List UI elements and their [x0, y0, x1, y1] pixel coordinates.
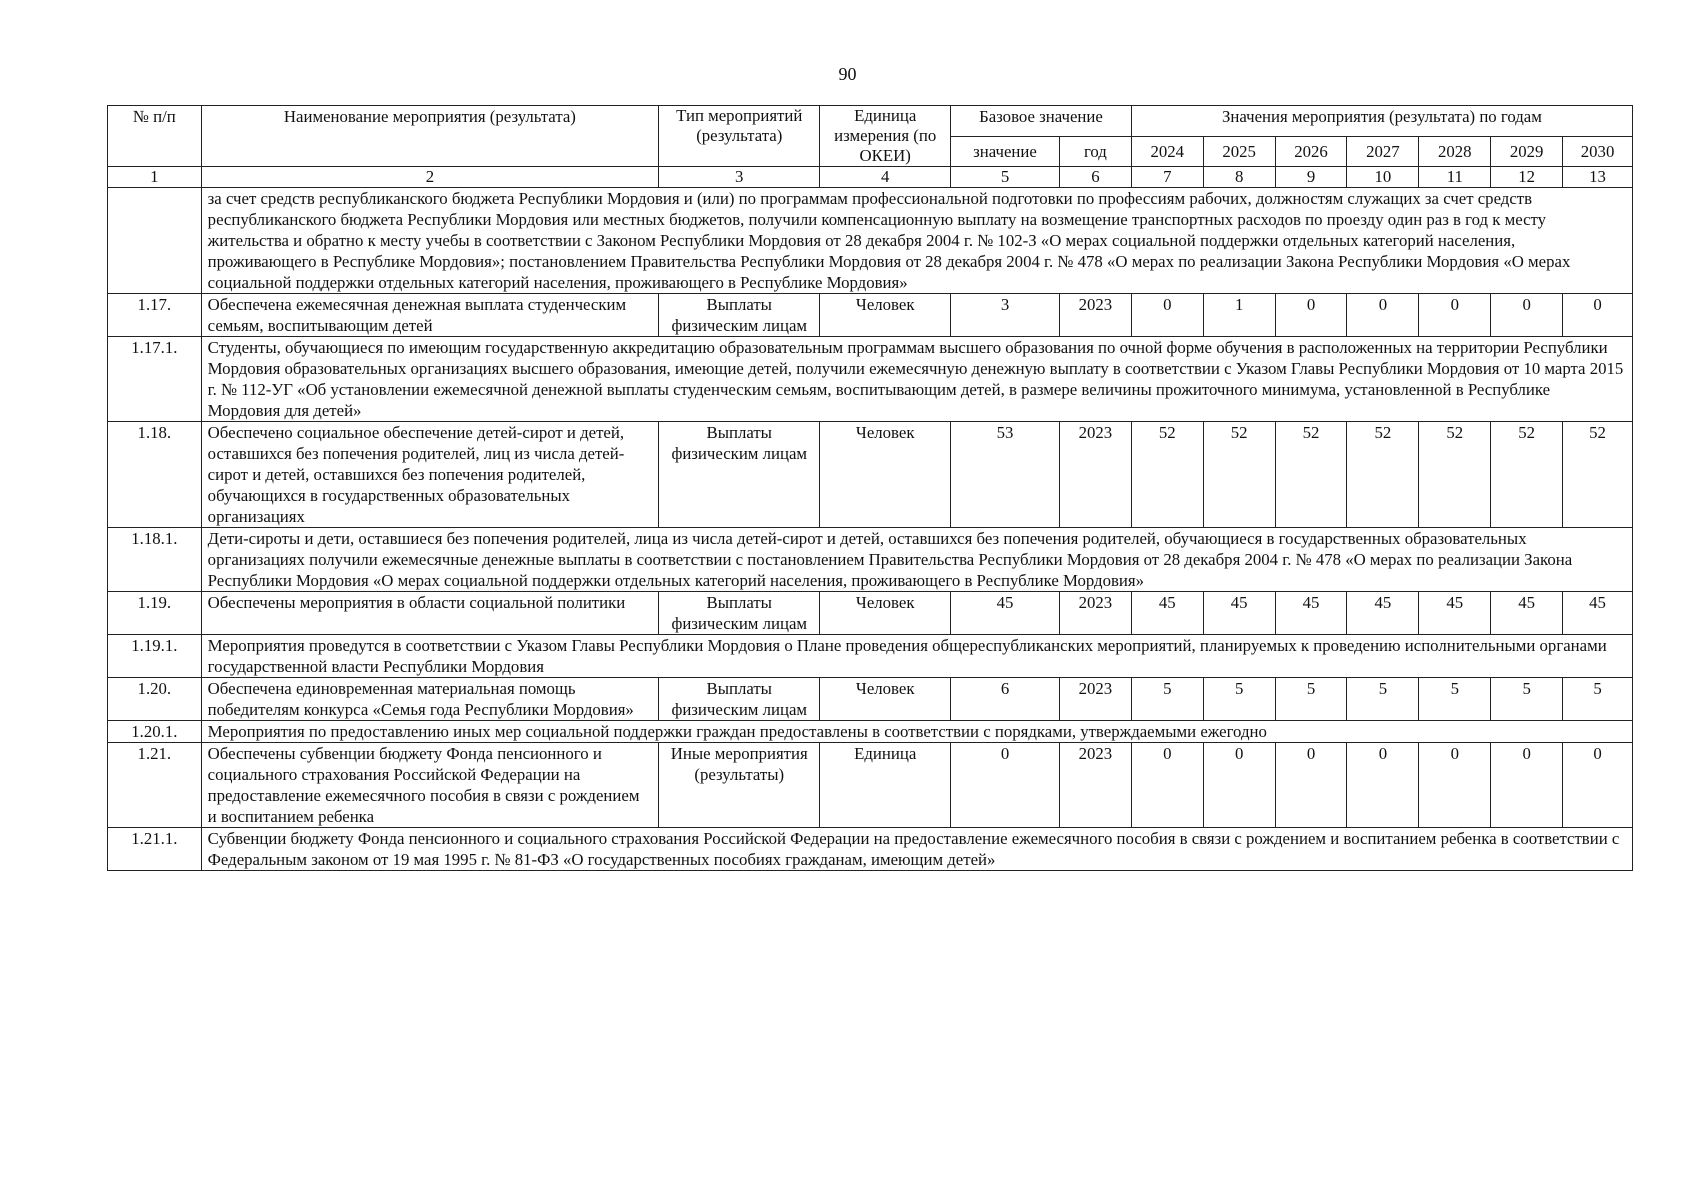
column-number: 1 — [108, 167, 202, 188]
column-number: 11 — [1419, 167, 1491, 188]
row-year-value: 52 — [1347, 422, 1419, 528]
row-year-value: 0 — [1419, 294, 1491, 337]
row-base-year: 2023 — [1059, 422, 1131, 528]
row-year-value: 0 — [1563, 294, 1633, 337]
row-year-value: 0 — [1563, 743, 1633, 828]
row-number: 1.17. — [108, 294, 202, 337]
column-number: 8 — [1203, 167, 1275, 188]
header-year: 2026 — [1275, 136, 1347, 167]
row-year-value: 45 — [1131, 592, 1203, 635]
row-year-value: 5 — [1203, 678, 1275, 721]
description-row — [108, 828, 1633, 871]
description-row — [108, 337, 1633, 422]
row-unit: Человек — [820, 294, 951, 337]
row-year-value: 5 — [1563, 678, 1633, 721]
activities-table — [107, 105, 1633, 871]
header-year: 2025 — [1203, 136, 1275, 167]
header-year: 2024 — [1131, 136, 1203, 167]
row-number: 1.20.1. — [108, 721, 202, 743]
row-unit: Единица — [820, 743, 951, 828]
row-unit: Человек — [820, 422, 951, 528]
row-type: Выплаты физическим лицам — [659, 422, 820, 528]
table-row — [108, 592, 1633, 635]
row-year-value: 52 — [1491, 422, 1563, 528]
row-year-value: 1 — [1203, 294, 1275, 337]
row-description: Мероприятия по предоставлению иных мер социальной поддержки граждан предоставлены в соответствии с порядками, утверждаемыми ежегодно — [201, 721, 1632, 743]
header-type: Тип мероприятий (результата) — [659, 106, 820, 167]
row-year-value: 45 — [1491, 592, 1563, 635]
row-year-value: 5 — [1419, 678, 1491, 721]
column-number: 10 — [1347, 167, 1419, 188]
table-row — [108, 743, 1633, 828]
header-base-year: год — [1059, 136, 1131, 167]
column-number: 5 — [951, 167, 1060, 188]
table-row — [108, 422, 1633, 528]
row-year-value: 0 — [1491, 743, 1563, 828]
column-number: 2 — [201, 167, 658, 188]
description-row — [108, 528, 1633, 592]
row-name: Обеспечена единовременная материальная помощь победителям конкурса «Семья года Республики Мордовия» — [201, 678, 658, 721]
column-number: 4 — [820, 167, 951, 188]
row-number: 1.19. — [108, 592, 202, 635]
row-description: Дети-сироты и дети, оставшиеся без попечения родителей, лица из числа детей-сирот и детей, оставшихся без попечения родителей, обучающиеся в государственных образовательных организациях получили ежемесячные денежные выплаты в соответствии с постановлением Правительства Республики Мордовия от 28 декабря 2004 г. № 478 «О мерах по реализации Закона Республики Мордовия «О мерах социальной поддержки отдельных категорий населения, проживающего в Республике Мордовия» — [201, 528, 1632, 592]
row-year-value: 5 — [1275, 678, 1347, 721]
row-year-value: 0 — [1131, 743, 1203, 828]
row-name: Обеспечены мероприятия в области социальной политики — [201, 592, 658, 635]
row-name: Обеспечено социальное обеспечение детей-сирот и детей, оставшихся без попечения родителей, лиц из числа детей-сирот и детей, оставшихся без попечения родителей, обучающихся в государственных образовательных организациях — [201, 422, 658, 528]
row-name: Обеспечены субвенции бюджету Фонда пенсионного и социального страхования Российской Федерации на предоставление ежемесячного пособия в связи с рождением и воспитанием ребенка — [201, 743, 658, 828]
row-type: Выплаты физическим лицам — [659, 592, 820, 635]
row-year-value: 52 — [1131, 422, 1203, 528]
page-number: 90 — [838, 64, 857, 84]
row-number — [108, 188, 202, 294]
row-year-value: 45 — [1563, 592, 1633, 635]
column-number: 6 — [1059, 167, 1131, 188]
header-row-1 — [108, 106, 1633, 137]
row-year-value: 45 — [1419, 592, 1491, 635]
header-base: Базовое значение — [951, 106, 1132, 137]
row-year-value: 0 — [1419, 743, 1491, 828]
row-description: Студенты, обучающиеся по имеющим государственную аккредитацию образовательным программам высшего образования по очной форме обучения в расположенных на территории Республики Мордовия образовательных организациях высшего образования, имеющие детей, получили ежемесячную денежную выплату в соответствии с Указом Главы Республики Мордовия от 10 марта 2015 г. № 112-УГ «Об установлении ежемесячной денежной выплаты студенческим семьям, воспитывающим детей, в размере величины прожиточного минимума, установленной в Республике Мордовия для детей» — [201, 337, 1632, 422]
header-num: № п/п — [108, 106, 202, 167]
row-year-value: 0 — [1275, 743, 1347, 828]
row-base-value: 0 — [951, 743, 1060, 828]
row-base-value: 53 — [951, 422, 1060, 528]
row-type: Выплаты физическим лицам — [659, 294, 820, 337]
row-base-value: 45 — [951, 592, 1060, 635]
row-type: Иные мероприятия (результаты) — [659, 743, 820, 828]
row-base-year: 2023 — [1059, 294, 1131, 337]
description-row — [108, 721, 1633, 743]
table-row — [108, 294, 1633, 337]
header-year: 2030 — [1563, 136, 1633, 167]
row-year-value: 45 — [1203, 592, 1275, 635]
row-year-value: 52 — [1563, 422, 1633, 528]
description-row — [108, 188, 1633, 294]
row-year-value: 52 — [1203, 422, 1275, 528]
row-description: за счет средств республиканского бюджета Республики Мордовия и (или) по программам профессиональной подготовки по профессиям рабочих, должностям служащих за счет средств республиканского бюджета Республики Мордовия или местных бюджетов, получили компенсационную выплату на возмещение транспортных расходов по проезду один раз в год к месту жительства и обратно к месту учебы в соответствии с Законом Республики Мордовия от 28 декабря 2004 г. № 102-З «О мерах социальной поддержки отдельных категорий населения, проживающего в Республике Мордовия»; постановлением Правительства Республики Мордовия от 28 декабря 2004 г. № 478 «О мерах по реализации Закона Республики Мордовия «О мерах социальной поддержки отдельных категорий населения, проживающего в Республике Мордовия» — [201, 188, 1632, 294]
row-year-value: 0 — [1275, 294, 1347, 337]
column-number: 3 — [659, 167, 820, 188]
row-number: 1.19.1. — [108, 635, 202, 678]
header-year: 2029 — [1491, 136, 1563, 167]
header-unit: Единица измерения (по ОКЕИ) — [820, 106, 951, 167]
row-unit: Человек — [820, 678, 951, 721]
row-base-value: 3 — [951, 294, 1060, 337]
row-base-year: 2023 — [1059, 678, 1131, 721]
row-name: Обеспечена ежемесячная денежная выплата студенческим семьям, воспитывающим детей — [201, 294, 658, 337]
header-name: Наименование мероприятия (результата) — [201, 106, 658, 167]
row-unit: Человек — [820, 592, 951, 635]
row-description: Субвенции бюджету Фонда пенсионного и социального страхования Российской Федерации на предоставление ежемесячного пособия в связи с рождением и воспитанием ребенка в соответствии с Федеральным законом от 19 мая 1995 г. № 81-ФЗ «О государственных пособиях гражданам, имеющим детей» — [201, 828, 1632, 871]
row-year-value: 45 — [1275, 592, 1347, 635]
row-description: Мероприятия проведутся в соответствии с Указом Главы Республики Мордовия о Плане проведения общереспубликанских мероприятий, планируемых к проведению исполнительными органами государственной власти Республики Мордовия — [201, 635, 1632, 678]
row-year-value: 5 — [1491, 678, 1563, 721]
column-number: 13 — [1563, 167, 1633, 188]
row-year-value: 0 — [1203, 743, 1275, 828]
row-base-year: 2023 — [1059, 743, 1131, 828]
header-year: 2028 — [1419, 136, 1491, 167]
row-year-value: 0 — [1491, 294, 1563, 337]
row-year-value: 45 — [1347, 592, 1419, 635]
row-base-year: 2023 — [1059, 592, 1131, 635]
header-values: Значения мероприятия (результата) по годам — [1131, 106, 1632, 137]
row-base-value: 6 — [951, 678, 1060, 721]
row-number: 1.20. — [108, 678, 202, 721]
column-number: 9 — [1275, 167, 1347, 188]
row-number: 1.21.1. — [108, 828, 202, 871]
row-year-value: 0 — [1131, 294, 1203, 337]
column-number: 7 — [1131, 167, 1203, 188]
row-year-value: 0 — [1347, 743, 1419, 828]
row-year-value: 5 — [1347, 678, 1419, 721]
row-number: 1.18.1. — [108, 528, 202, 592]
row-year-value: 52 — [1419, 422, 1491, 528]
row-number: 1.17.1. — [108, 337, 202, 422]
row-year-value: 5 — [1131, 678, 1203, 721]
row-year-value: 0 — [1347, 294, 1419, 337]
header-year: 2027 — [1347, 136, 1419, 167]
row-year-value: 52 — [1275, 422, 1347, 528]
table-row — [108, 678, 1633, 721]
description-row — [108, 635, 1633, 678]
row-number: 1.21. — [108, 743, 202, 828]
header-base-value: значение — [951, 136, 1060, 167]
column-number-row — [108, 167, 1633, 188]
column-number: 12 — [1491, 167, 1563, 188]
row-type: Выплаты физическим лицам — [659, 678, 820, 721]
row-number: 1.18. — [108, 422, 202, 528]
